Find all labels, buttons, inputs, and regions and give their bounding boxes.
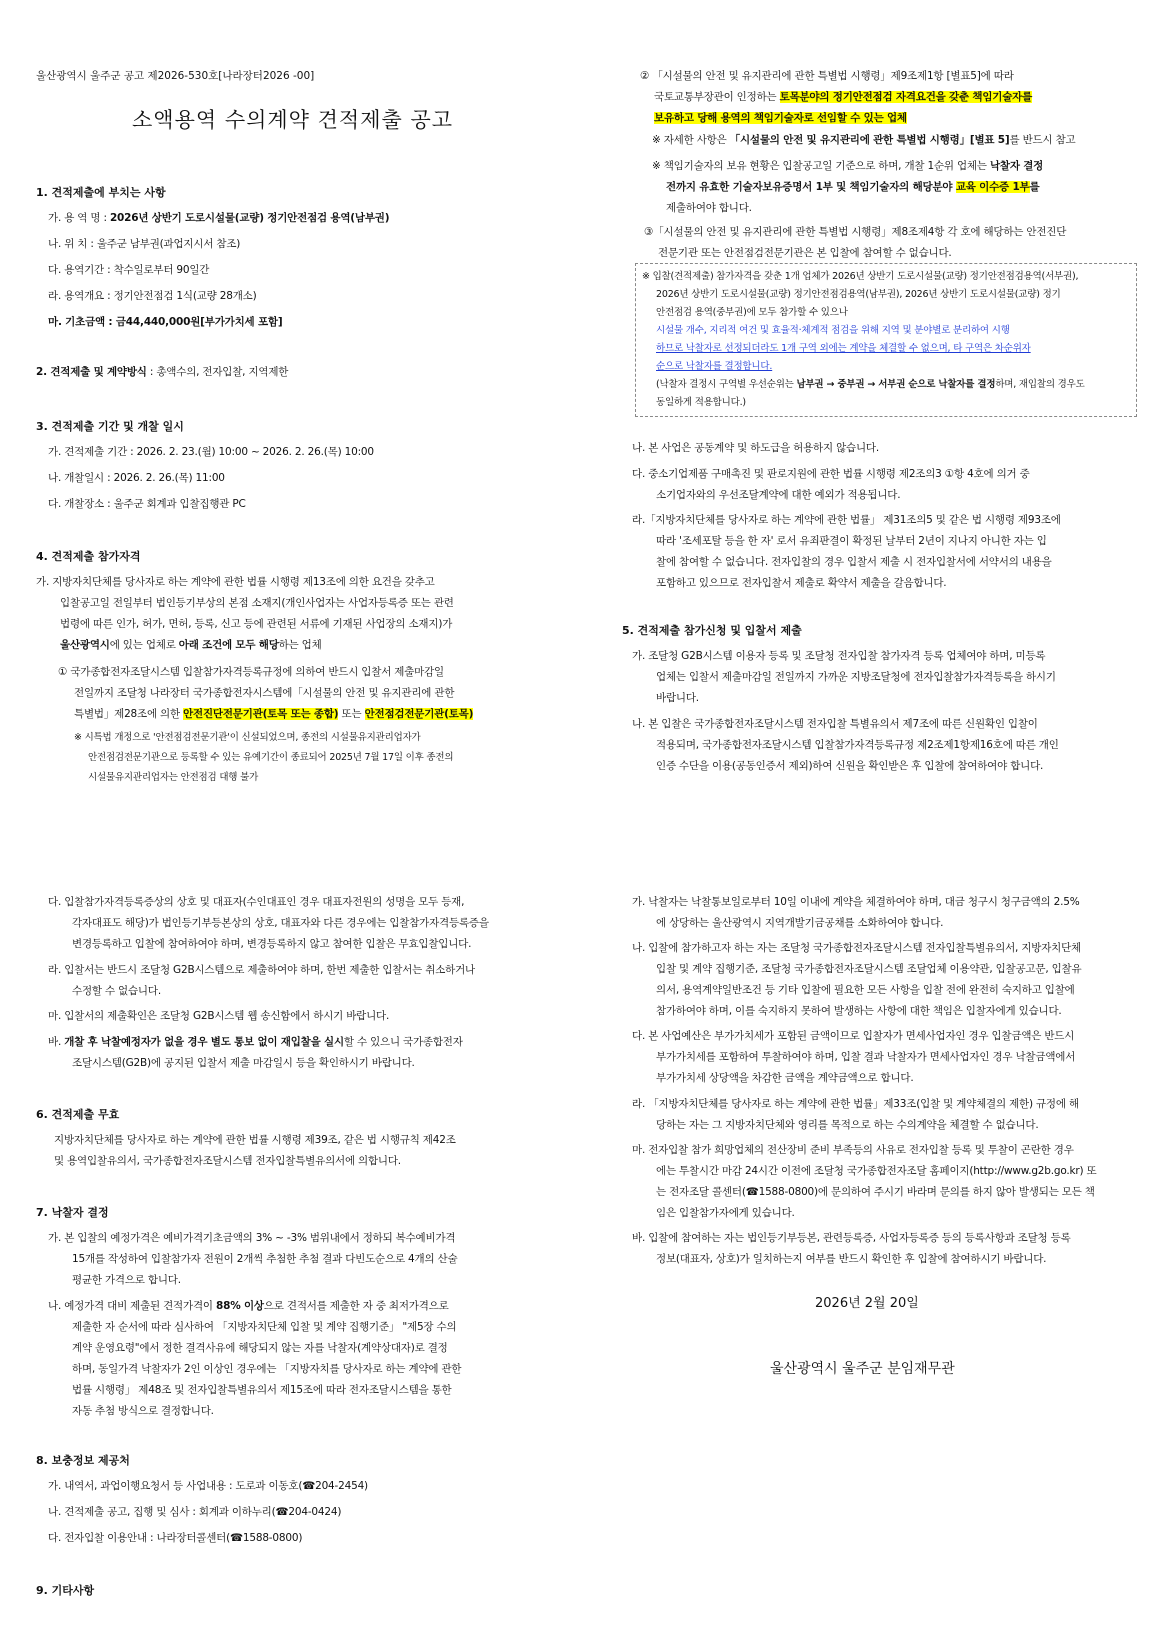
section-5-heading: 5. 견적제출 참가신청 및 입찰서 제출 xyxy=(622,624,802,637)
s3-item-b: 나. 개찰일시 : 2026. 2. 26.(목) 11:00 xyxy=(48,472,225,484)
s4-condition-1: ① 국가종합전자조달시스템 입찰참가자격등록규정에 의하여 반드시 입찰서 제출마감일 전일까지 조달청 나라장터 국가종합전자시스템에「시설물의 안전 및 유지관리에 관한 특별법」제28조에 의한 안전진단전문기관(토목 또는 종합) 또는 안전점검전문기관(토목) xyxy=(58,666,474,720)
section-1-heading: 1. 견적제출에 부치는 사항 xyxy=(36,186,166,199)
s8-item-a: 가. 내역서, 과업이행요청서 등 사업내용 : 도로과 이동호(☎204-2454) xyxy=(48,1480,368,1492)
s5-item-c: 다. 입찰참가자격등록증상의 상호 및 대표자(수인대표인 경우 대표자전원의 성명을 모두 등재, 각자대표도 해당)가 법인등기부등본상의 상호, 대표자와 다른 경우에는 입찰참가자격등록증을 변경등록하고 입찰에 참여하여야 하며, 변경등록하지 않고 참여한 입찰은 무효입찰입니다. xyxy=(48,896,489,950)
section-8-heading: 8. 보충정보 제공처 xyxy=(36,1454,130,1467)
s1-item-e: 마. 기초금액 : 금44,440,000원[부가가치세 포함] xyxy=(48,316,283,328)
s5-item-f: 바. 개찰 후 낙찰예정자가 없을 경우 별도 통보 없이 재입찰을 실시할 수 있으니 국가종합전자 조달시스템(G2B)에 공지된 입찰서 제출 마감일시 등을 확인하시기 바랍니다. xyxy=(48,1036,463,1069)
s9-item-b: 나. 입찰에 참가하고자 하는 자는 조달청 국가종합전자조달시스템 전자입찰특별유의서, 지방자치단체 입찰 및 계약 집행기준, 조달청 국가종합전자조달시스템 조달업체 이용약관, 입찰공고문, 입찰유 의서, 용역계약일반조건 등 기타 입찰에 필요한 모든 사항을 입찰 전에 완전히 숙지하고 입찰에 참가하여야 하며, 이를 숙지하지 못하여 발생하는 사항에 대한 책임은 입찰자에게 있습니다. xyxy=(632,942,1082,1017)
section-9-heading: 9. 기타사항 xyxy=(36,1584,95,1597)
section-2-heading: 2. 견적제출 및 계약방식 : 총액수의, 전자입찰, 지역제한 xyxy=(36,366,289,378)
s9-item-e: 마. 전자입찰 참가 희망업체의 전산장비 준비 부족등의 사유로 전자입찰 등록 및 투찰이 곤란한 경우 에는 투찰시간 마감 24시간 이전에 조달청 국가종합전자조달 홈페이지(http://www.g2b.go.kr) 또 는 전자조달 콜센터(☎1588-0800)에 문의하여 주시기 바라며 문의를 하지 않아 발생되는 모든 책 임은 입찰참가자에게 있습니다. xyxy=(632,1144,1097,1219)
s8-item-c: 다. 전자입찰 이용안내 : 나라장터콜센터(☎1588-0800) xyxy=(48,1532,303,1544)
section-7-heading: 7. 낙찰자 결정 xyxy=(36,1206,109,1219)
s9-item-c: 다. 본 사업예산은 부가가치세가 포함된 금액이므로 입찰자가 면세사업자인 경우 입찰금액은 반드시 부가가치세를 포함하여 투찰하여야 하며, 입찰 결과 낙찰자가 면세사업자인 경우 낙찰금액에서 부가가치세 상당액을 차감한 금액을 계약금액으로 합니다. xyxy=(632,1030,1076,1084)
s4-condition-2-note: ※ 자세한 사항은 「시설물의 안전 및 유지관리에 관한 특별법 시행령」[별표 5]를 반드시 참고 xyxy=(652,134,1076,146)
s3-item-c: 다. 개찰장소 : 울주군 회계과 입찰집행관 PC xyxy=(48,498,246,510)
s6-body: 지방자치단체를 당사자로 하는 계약에 관한 법률 시행령 제39조, 같은 법 시행규칙 제42조 및 용역입찰유의서, 국가종합전자조달시스템 전자입찰특별유의서에 의합니다. xyxy=(54,1134,456,1167)
s5-item-b: 나. 본 입찰은 국가종합전자조달시스템 전자입찰 특별유의서 제7조에 따른 신원확인 입찰이 적용되며, 국가종합전자조달시스템 입찰참가자격등록규정 제2조제1항제16호에 따른 개인 인증 수단을 이용(공동인증서 제외)하여 신원을 확인받은 후 입찰에 참여하여야 합니다. xyxy=(632,718,1059,772)
s1-item-d: 라. 용역개요 : 정기안전점검 1식(교량 28개소) xyxy=(48,290,257,302)
s3-item-a: 가. 견적제출 기간 : 2026. 2. 23.(월) 10:00 ~ 2026. 2. 26.(목) 10:00 xyxy=(48,446,374,458)
s4-engineer-note: ※ 책임기술자의 보유 현황은 입찰공고일 기준으로 하며, 개찰 1순위 업체는 낙찰자 결정 전까지 유효한 기술자보유증명서 1부 및 책임기술자의 해당분야 교육 이수증 1부를 제출하여야 합니다. xyxy=(652,160,1044,214)
issuing-authority: 울산광역시 울주군 분임재무관 xyxy=(770,1361,955,1377)
s4-condition-2: ② 「시설물의 안전 및 유지관리에 관한 특별법 시행령」제9조제1항 [별표5]에 따라 국토교통부장관이 인정하는 토목분야의 정기안전점검 자격요건을 갖춘 책임기술자를 보유하고 당해 용역의 책임기술자로 선임할 수 있는 업체 xyxy=(640,70,1033,124)
s9-item-f: 바. 입찰에 참여하는 자는 법인등기부등본, 관련등록증, 사업자등록증 등의 등록사항과 조달청 등록 정보(대표자, 상호)가 일치하는지 여부를 반드시 확인한 후 입찰에 참여하시기 바랍니다. xyxy=(632,1232,1071,1265)
s7-item-a: 가. 본 입찰의 예정가격은 예비가격기초금액의 3% ~ -3% 범위내에서 정하되 복수예비가격 15개를 작성하여 입찰참가자 전원이 2개씩 추첨한 추첨 결과 다빈도순으로 4개의 산술 평균한 가격으로 합니다. xyxy=(48,1232,458,1286)
s5-item-e: 마. 입찰서의 제출확인은 조달청 G2B시스템 웹 송신함에서 하시기 바랍니다. xyxy=(48,1010,390,1022)
s7-item-b: 나. 예정가격 대비 제출된 견적가격이 88% 이상으로 견적서를 제출한 자 중 최저가격으로 제출한 자 순서에 따라 심사하여 「지방자치단체 입찰 및 계약 집행기준」 "제5장 수의 계약 운영요령"에서 정한 결격사유에 해당되지 않는 자를 낙찰자(계약상대자)로 결정 하며, 동일가격 낙찰자가 2인 이상인 경우에는 「지방자치를 당사자로 하는 계약에 관한 법률 시행령」 제48조 및 전자입찰특별유의서 제15조에 따라 전자조달시스템을 통한 자동 추첨 방식으로 결정합니다. xyxy=(48,1300,462,1417)
page-title: 소액용역 수의계약 견적제출 공고 xyxy=(132,108,454,132)
s5-item-d: 라. 입찰서는 반드시 조달청 G2B시스템으로 제출하여야 하며, 한번 제출한 입찰서는 취소하거나 수정할 수 없습니다. xyxy=(48,964,475,997)
multi-region-notice: ※ 입찰(견적제출) 참가자격을 갖춘 1개 업체가 2026년 상반기 도로시설물(교량) 정기안전점검용역(서부권), 2026년 상반기 도로시설물(교량) 정기안전점검용역(남부권), 2026년 상반기 도로시설물(교량) 정기 안전점검 용역(중부권)에 모두 참가할 수 있으나 시설물 개수, 지리적 여건 및 효율적·체계적 점검을 위해 지역 및 분야별로 분리하여 시행 하므로 낙찰자로 선정되더라도 1개 구역 외에는 계약을 체결할 수 없으며, 타 구역은 차순위자 순으로 낙찰자를 결정합니다. (낙찰자 결정시 구역별 우선순위는 남부권 → 중부권 → 서부권 순으로 낙찰자를 결정하며, 재입찰의 경우도 동일하게 적용합니다.) xyxy=(642,271,1085,408)
s1-item-c: 다. 용역기간 : 착수일로부터 90일간 xyxy=(48,264,210,276)
s1-item-b: 나. 위 치 : 울주군 남부권(과업지시서 참조) xyxy=(48,238,241,250)
s1-item-a: 가. 용 역 명 : 2026년 상반기 도로시설물(교량) 정기안전점검 용역(남부권) xyxy=(48,212,390,224)
s9-item-a: 가. 낙찰자는 낙찰통보일로부터 10일 이내에 계약을 체결하여야 하며, 대금 청구시 청구금액의 2.5% 에 상당하는 울산광역시 지역개발기금공채를 소화하여야 합니다. xyxy=(632,896,1080,929)
notice-date: 2026년 2월 20일 xyxy=(815,1296,919,1311)
section-3-heading: 3. 견적제출 기간 및 개찰 일시 xyxy=(36,420,184,433)
s4-condition-3: ③「시설물의 안전 및 유지관리에 관한 특별법 시행령」제8조제4항 각 호에 해당하는 안전진단 전문기관 또는 안전점검전문기관은 본 입찰에 참여할 수 없습니다. xyxy=(644,226,1067,259)
s4-item-d: 라.「지방자치단체를 당사자로 하는 계약에 관한 법률」 제31조의5 및 같은 법 시행령 제93조에 따라 '조세포탈 등을 한 자' 로서 유죄판결이 확정된 날부터 2년이 지나지 아니한 자는 입 찰에 참여할 수 없습니다. 전자입찰의 경우 입찰서 제출 시 전자입찰서에 서약서의 내용을 포함하고 있으므로 전자입찰서 제출로 확약서 제출을 갈음합니다. xyxy=(632,514,1061,589)
s8-item-b: 나. 견적제출 공고, 집행 및 심사 : 회계과 이하누리(☎204-0424) xyxy=(48,1506,342,1518)
section-6-heading: 6. 견적제출 무효 xyxy=(36,1108,120,1121)
section-4-heading: 4. 견적제출 참가자격 xyxy=(36,550,141,563)
s4-item-b: 나. 본 사업은 공동계약 및 하도급을 허용하지 않습니다. xyxy=(632,442,879,454)
s4-note: ※ 시특법 개정으로 '안전점검전문기관'이 신설되었으며, 종전의 시설물유지관리업자가 안전점검전문기관으로 등록할 수 있는 유예기간이 종료되어 2025년 7월 17일 이후 종전의 시설물유지관리업자는 안전점검 대행 불가 xyxy=(74,732,454,783)
s5-item-a: 가. 조달청 G2B시스템 이용자 등록 및 조달청 전자입찰 참가자격 등록 업체여야 하며, 미등록 업체는 입찰서 제출마감일 전일까지 가까운 지방조달청에 전자입찰참가자격등록을 하시기 바랍니다. xyxy=(632,650,1056,704)
notice-number: 울산광역시 울주군 공고 제2026-530호[나라장터2026 -00] xyxy=(36,70,315,82)
s9-item-d: 라. 「지방자치단체를 당사자로 하는 계약에 관한 법률」제33조(입찰 및 계약체결의 제한) 규정에 해 당하는 자는 그 지방자치단체와 영리를 목적으로 하는 수의계약을 체결할 수 없습니다. xyxy=(632,1098,1079,1131)
s4-item-c: 다. 중소기업제품 구매촉진 및 판로지원에 관한 법률 시행령 제2조의3 ①항 4호에 의거 중 소기업자와의 우선조달계약에 대한 예외가 적용됩니다. xyxy=(632,468,1030,501)
s4-item-a: 가. 지방자치단체를 당사자로 하는 계약에 관한 법률 시행령 제13조에 의한 요건을 갖추고 입찰공고일 전일부터 법인등기부상의 본점 소재지(개인사업자는 사업자등록증 또는 관련 법령에 따른 인가, 허가, 면허, 등록, 신고 등에 관련된 서류에 기재된 사업장의 소재지)가 울산광역시에 있는 업체로 아래 조건에 모두 해당하는 업체 xyxy=(36,576,454,651)
